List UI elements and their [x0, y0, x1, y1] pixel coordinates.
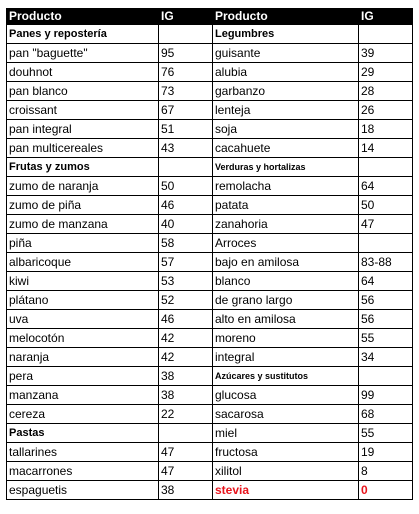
table-row	[7, 386, 413, 405]
right-ig-cell: 18	[359, 120, 413, 139]
left-ig-cell: 46	[159, 196, 213, 215]
left-ig-cell: 22	[159, 405, 213, 424]
right-product-cell: Arroces	[213, 234, 359, 253]
right-ig-cell: 0	[359, 481, 413, 500]
left-product-cell: piña	[7, 234, 159, 253]
table-row	[7, 234, 413, 253]
right-ig-cell: 83-88	[359, 253, 413, 272]
right-ig-cell: 47	[359, 215, 413, 234]
left-product-cell: zumo de manzana	[7, 215, 159, 234]
table-row	[7, 481, 413, 500]
table-row	[7, 215, 413, 234]
right-product-cell: stevia	[213, 481, 359, 500]
header-left-ig: IG	[159, 9, 213, 25]
left-product-cell: naranja	[7, 348, 159, 367]
right-ig-cell: 68	[359, 405, 413, 424]
right-ig-cell: 29	[359, 63, 413, 82]
right-product-cell: bajo en amilosa	[213, 253, 359, 272]
right-product-cell: glucosa	[213, 386, 359, 405]
left-product-cell: melocotón	[7, 329, 159, 348]
right-product-cell: moreno	[213, 329, 359, 348]
left-ig-cell: 95	[159, 44, 213, 63]
table-row	[7, 405, 413, 424]
right-product-cell: garbanzo	[213, 82, 359, 101]
left-product-cell: tallarines	[7, 443, 159, 462]
table-row	[7, 158, 413, 177]
left-ig-cell: 43	[159, 139, 213, 158]
left-product-cell: pera	[7, 367, 159, 386]
left-product-cell: pan blanco	[7, 82, 159, 101]
table-row	[7, 367, 413, 386]
right-product-cell: de grano largo	[213, 291, 359, 310]
table-row	[7, 196, 413, 215]
right-ig-cell: 64	[359, 177, 413, 196]
table-row	[7, 253, 413, 272]
table-body	[7, 9, 413, 500]
right-product-cell: guisante	[213, 44, 359, 63]
header-right-ig: IG	[359, 9, 413, 25]
right-ig-cell	[359, 25, 413, 44]
left-ig-cell	[159, 25, 213, 44]
right-product-cell: fructosa	[213, 443, 359, 462]
right-product-cell: alto en amilosa	[213, 310, 359, 329]
left-ig-cell: 73	[159, 82, 213, 101]
right-ig-cell: 50	[359, 196, 413, 215]
header-right-product: Producto	[213, 9, 359, 25]
left-product-cell: albaricoque	[7, 253, 159, 272]
left-product-cell: zumo de piña	[7, 196, 159, 215]
left-ig-cell: 47	[159, 462, 213, 481]
right-product-cell: patata	[213, 196, 359, 215]
right-ig-cell: 8	[359, 462, 413, 481]
table-row	[7, 44, 413, 63]
right-product-cell: cacahuete	[213, 139, 359, 158]
table-row	[7, 272, 413, 291]
left-product-cell: pan "baguette"	[7, 44, 159, 63]
table-row	[7, 120, 413, 139]
left-product-cell: cereza	[7, 405, 159, 424]
table-row	[7, 177, 413, 196]
table-row	[7, 443, 413, 462]
table-row	[7, 348, 413, 367]
right-product-cell: lenteja	[213, 101, 359, 120]
right-ig-cell	[359, 234, 413, 253]
left-ig-cell: 67	[159, 101, 213, 120]
right-ig-cell: 55	[359, 329, 413, 348]
left-product-cell: pan multicereales	[7, 139, 159, 158]
header-row	[7, 9, 413, 25]
right-product-cell: Azúcares y sustitutos	[213, 367, 359, 386]
left-ig-cell: 42	[159, 348, 213, 367]
right-ig-cell: 34	[359, 348, 413, 367]
left-product-cell: croissant	[7, 101, 159, 120]
left-product-cell: Frutas y zumos	[7, 158, 159, 177]
table-row	[7, 82, 413, 101]
left-product-cell: uva	[7, 310, 159, 329]
table-row	[7, 291, 413, 310]
right-product-cell: zanahoria	[213, 215, 359, 234]
table-row	[7, 25, 413, 44]
left-ig-cell: 50	[159, 177, 213, 196]
right-product-cell: remolacha	[213, 177, 359, 196]
left-ig-cell: 38	[159, 386, 213, 405]
right-ig-cell	[359, 158, 413, 177]
left-ig-cell: 46	[159, 310, 213, 329]
table-row	[7, 310, 413, 329]
left-ig-cell: 52	[159, 291, 213, 310]
glycemic-index-table-container	[6, 8, 413, 500]
right-product-cell: sacarosa	[213, 405, 359, 424]
table-row	[7, 139, 413, 158]
left-ig-cell	[159, 158, 213, 177]
right-product-cell: Verduras y hortalizas	[213, 158, 359, 177]
left-ig-cell: 42	[159, 329, 213, 348]
right-ig-cell: 99	[359, 386, 413, 405]
glycemic-index-table	[6, 8, 413, 500]
left-product-cell: douhnot	[7, 63, 159, 82]
right-product-cell: integral	[213, 348, 359, 367]
left-ig-cell: 58	[159, 234, 213, 253]
table-row	[7, 462, 413, 481]
left-product-cell: manzana	[7, 386, 159, 405]
left-product-cell: pan integral	[7, 120, 159, 139]
right-ig-cell: 28	[359, 82, 413, 101]
right-product-cell: soja	[213, 120, 359, 139]
left-product-cell: kiwi	[7, 272, 159, 291]
table-row	[7, 424, 413, 443]
right-ig-cell: 56	[359, 310, 413, 329]
left-ig-cell: 38	[159, 481, 213, 500]
header-left-product: Producto	[7, 9, 159, 25]
table-row	[7, 101, 413, 120]
left-product-cell: zumo de naranja	[7, 177, 159, 196]
right-ig-cell	[359, 367, 413, 386]
left-ig-cell: 40	[159, 215, 213, 234]
right-product-cell: alubia	[213, 63, 359, 82]
right-product-cell: miel	[213, 424, 359, 443]
right-product-cell: xilitol	[213, 462, 359, 481]
table-row	[7, 63, 413, 82]
right-ig-cell: 56	[359, 291, 413, 310]
left-product-cell: plátano	[7, 291, 159, 310]
left-ig-cell: 57	[159, 253, 213, 272]
left-ig-cell: 47	[159, 443, 213, 462]
right-ig-cell: 19	[359, 443, 413, 462]
right-ig-cell: 39	[359, 44, 413, 63]
left-ig-cell	[159, 424, 213, 443]
left-product-cell: macarrones	[7, 462, 159, 481]
left-ig-cell: 51	[159, 120, 213, 139]
left-ig-cell: 38	[159, 367, 213, 386]
right-product-cell: blanco	[213, 272, 359, 291]
table-row	[7, 329, 413, 348]
left-product-cell: Pastas	[7, 424, 159, 443]
right-product-cell: Legumbres	[213, 25, 359, 44]
right-ig-cell: 14	[359, 139, 413, 158]
right-ig-cell: 64	[359, 272, 413, 291]
right-ig-cell: 26	[359, 101, 413, 120]
left-ig-cell: 53	[159, 272, 213, 291]
left-ig-cell: 76	[159, 63, 213, 82]
left-product-cell: espaguetis	[7, 481, 159, 500]
right-ig-cell: 55	[359, 424, 413, 443]
left-product-cell: Panes y repostería	[7, 25, 159, 44]
